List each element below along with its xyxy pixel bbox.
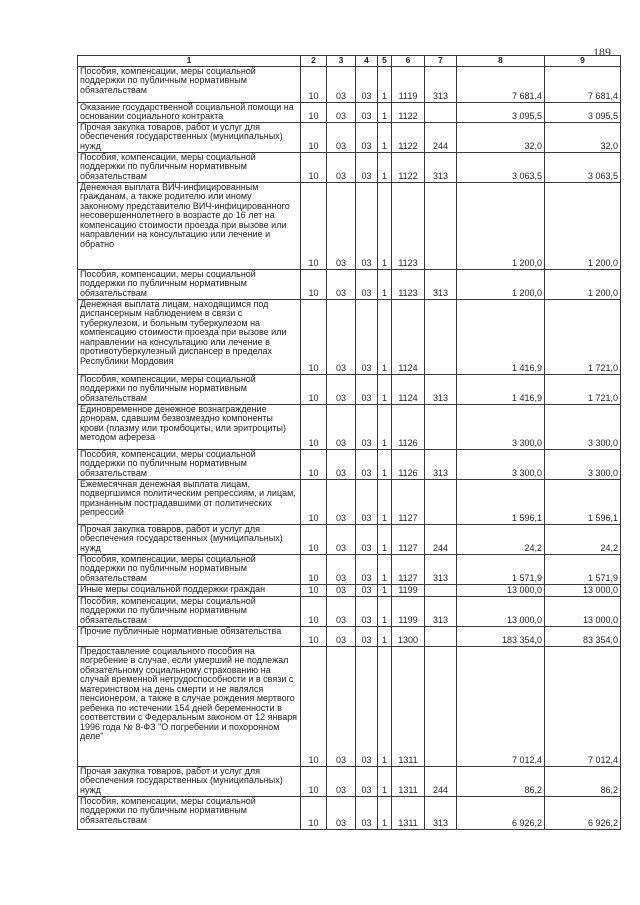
target-code: 1127 xyxy=(392,524,425,554)
row-description: Прочая закупка товаров, работ и услуг для обеспечения государственных (муниципальных) нужд xyxy=(78,122,301,152)
column-header: 1 xyxy=(78,56,301,67)
amount-2020: 1 200,0 xyxy=(457,269,545,299)
row-description: Предоставление социального пособия на погребение в случае, если умерший не подлежал обязательному социальному страхованию на случай временной нетрудоспособности и в связи с материнством на день смерти и не являлся пенсионером, а также в случае рождения мертвого ребенка по истечении 154 дней беременности в соответствии с Федеральным законом от 12 января 1996 года № 8-ФЗ "О погребении и похоронном деле" xyxy=(78,646,301,766)
target-code: 1199 xyxy=(392,596,425,626)
amount-2021: 7 681,4 xyxy=(545,66,621,102)
row-description: Прочая закупка товаров, работ и услуг для обеспечения государственных (муниципальных) нужд xyxy=(78,766,301,796)
target-code: 1126 xyxy=(392,404,425,449)
table-row xyxy=(78,554,621,584)
amount-2020: 1 596,1 xyxy=(457,479,545,524)
table-row xyxy=(78,584,621,596)
expense-type: 313 xyxy=(425,152,457,182)
program-code: 1 xyxy=(378,152,392,182)
program-code: 1 xyxy=(378,584,392,596)
expense-type xyxy=(425,584,457,596)
expense-type xyxy=(425,626,457,646)
program-code: 1 xyxy=(378,102,392,122)
budget-table xyxy=(77,55,621,830)
subsection-code: 03 xyxy=(327,102,356,122)
target-code: 1311 xyxy=(392,766,425,796)
expense-type: 244 xyxy=(425,122,457,152)
subsection-code: 03 xyxy=(327,122,356,152)
amount-2021: 13 000,0 xyxy=(545,596,621,626)
amount-2021: 86,2 xyxy=(545,766,621,796)
subsection-code: 03 xyxy=(327,554,356,584)
target-code: 1300 xyxy=(392,626,425,646)
target-code: 1119 xyxy=(392,66,425,102)
target-code: 1122 xyxy=(392,152,425,182)
expense-type: 313 xyxy=(425,374,457,404)
expense-type: 313 xyxy=(425,596,457,626)
expense-type xyxy=(425,404,457,449)
subsection-code: 03 xyxy=(327,596,356,626)
amount-2020: 1 571,9 xyxy=(457,554,545,584)
table-row xyxy=(78,122,621,152)
subsection-code-2: 03 xyxy=(356,766,378,796)
program-code: 1 xyxy=(378,269,392,299)
amount-2021: 32,0 xyxy=(545,122,621,152)
expense-type xyxy=(425,299,457,374)
amount-2020: 24,2 xyxy=(457,524,545,554)
amount-2021: 3 095,5 xyxy=(545,102,621,122)
subsection-code-2: 03 xyxy=(356,584,378,596)
section-code: 10 xyxy=(301,299,327,374)
amount-2021: 13 000,0 xyxy=(545,584,621,596)
amount-2020: 1 200,0 xyxy=(457,182,545,269)
program-code: 1 xyxy=(378,626,392,646)
target-code: 1122 xyxy=(392,122,425,152)
subsection-code-2: 03 xyxy=(356,479,378,524)
row-description: Единовременное денежное вознаграждение донорам, сдавшим безвозмездно компоненты крови (плазму или тромбоциты, или эритроциты) методом афереза xyxy=(78,404,301,449)
table-row xyxy=(78,182,621,269)
subsection-code-2: 03 xyxy=(356,796,378,829)
subsection-code: 03 xyxy=(327,584,356,596)
program-code: 1 xyxy=(378,554,392,584)
table-row xyxy=(78,646,621,766)
amount-2021: 7 012,4 xyxy=(545,646,621,766)
amount-2021: 3 300,0 xyxy=(545,449,621,479)
column-header: 4 xyxy=(356,56,378,67)
row-description: Прочие публичные нормативные обязательства xyxy=(78,626,301,646)
subsection-code-2: 03 xyxy=(356,374,378,404)
expense-type xyxy=(425,102,457,122)
amount-2021: 1 721,0 xyxy=(545,299,621,374)
program-code: 1 xyxy=(378,766,392,796)
target-code: 1124 xyxy=(392,374,425,404)
program-code: 1 xyxy=(378,66,392,102)
amount-2020: 1 416,9 xyxy=(457,299,545,374)
section-code: 10 xyxy=(301,584,327,596)
table-row xyxy=(78,102,621,122)
subsection-code-2: 03 xyxy=(356,596,378,626)
table-row xyxy=(78,374,621,404)
table-row xyxy=(78,796,621,829)
table-row xyxy=(78,66,621,102)
amount-2021: 3 300,0 xyxy=(545,404,621,449)
subsection-code: 03 xyxy=(327,766,356,796)
subsection-code-2: 03 xyxy=(356,122,378,152)
subsection-code-2: 03 xyxy=(356,299,378,374)
program-code: 1 xyxy=(378,404,392,449)
row-description: Ежемесячная денежная выплата лицам, подвергшимся политическим репрессиям, и лицам, признанным пострадавшими от политических репрессий xyxy=(78,479,301,524)
amount-2021: 1 596,1 xyxy=(545,479,621,524)
program-code: 1 xyxy=(378,796,392,829)
amount-2020: 13 000,0 xyxy=(457,596,545,626)
amount-2021: 6 926,2 xyxy=(545,796,621,829)
expense-type xyxy=(425,646,457,766)
program-code: 1 xyxy=(378,596,392,626)
row-description: Денежная выплата лицам, находящимся под диспансерным наблюдением в связи с туберкулезом, и больным туберкулезом на компенсацию стоимости проезда при вызове или направлении на консультацию или лечение в противотуберкулезный диспансер в пределах Республики Мордовия xyxy=(78,299,301,374)
subsection-code-2: 03 xyxy=(356,449,378,479)
target-code: 1311 xyxy=(392,796,425,829)
target-code: 1126 xyxy=(392,449,425,479)
expense-type xyxy=(425,182,457,269)
amount-2021: 83 354,0 xyxy=(545,626,621,646)
subsection-code: 03 xyxy=(327,269,356,299)
expense-type: 244 xyxy=(425,524,457,554)
amount-2020: 86,2 xyxy=(457,766,545,796)
section-code: 10 xyxy=(301,269,327,299)
amount-2020: 3 300,0 xyxy=(457,449,545,479)
table-row xyxy=(78,152,621,182)
target-code: 1311 xyxy=(392,646,425,766)
row-description: Пособия, компенсации, меры социальной поддержки по публичным нормативным обязательствам xyxy=(78,554,301,584)
section-code: 10 xyxy=(301,596,327,626)
row-description: Пособия, компенсации, меры социальной поддержки по публичным нормативным обязательствам xyxy=(78,374,301,404)
section-code: 10 xyxy=(301,796,327,829)
section-code: 10 xyxy=(301,524,327,554)
program-code: 1 xyxy=(378,299,392,374)
target-code: 1123 xyxy=(392,269,425,299)
row-description: Пособия, компенсации, меры социальной поддержки по публичным нормативным обязательствам xyxy=(78,449,301,479)
section-code: 10 xyxy=(301,182,327,269)
amount-2021: 1 200,0 xyxy=(545,269,621,299)
subsection-code: 03 xyxy=(327,449,356,479)
expense-type: 244 xyxy=(425,766,457,796)
section-code: 10 xyxy=(301,479,327,524)
amount-2021: 1 721,0 xyxy=(545,374,621,404)
amount-2020: 1 416,9 xyxy=(457,374,545,404)
expense-type: 313 xyxy=(425,554,457,584)
table-row xyxy=(78,626,621,646)
amount-2020: 3 063,5 xyxy=(457,152,545,182)
program-code: 1 xyxy=(378,646,392,766)
row-description: Пособия, компенсации, меры социальной поддержки по публичным нормативным обязательствам xyxy=(78,66,301,102)
subsection-code-2: 03 xyxy=(356,524,378,554)
column-header: 6 xyxy=(392,56,425,67)
section-code: 10 xyxy=(301,449,327,479)
target-code: 1199 xyxy=(392,584,425,596)
program-code: 1 xyxy=(378,122,392,152)
header-row xyxy=(78,56,621,67)
row-description: Пособия, компенсации, меры социальной поддержки по публичным нормативным обязательствам xyxy=(78,796,301,829)
expense-type: 313 xyxy=(425,66,457,102)
section-code: 10 xyxy=(301,766,327,796)
table-row xyxy=(78,299,621,374)
row-description: Пособия, компенсации, меры социальной поддержки по публичным нормативным обязательствам xyxy=(78,596,301,626)
row-description: Оказание государственной социальной помощи на основании социального контракта xyxy=(78,102,301,122)
expense-type: 313 xyxy=(425,269,457,299)
section-code: 10 xyxy=(301,152,327,182)
page-number: 189 xyxy=(593,45,611,59)
amount-2020: 32,0 xyxy=(457,122,545,152)
section-code: 10 xyxy=(301,66,327,102)
subsection-code: 03 xyxy=(327,152,356,182)
subsection-code-2: 03 xyxy=(356,626,378,646)
target-code: 1127 xyxy=(392,479,425,524)
section-code: 10 xyxy=(301,554,327,584)
amount-2020: 7 012,4 xyxy=(457,646,545,766)
subsection-code: 03 xyxy=(327,182,356,269)
subsection-code: 03 xyxy=(327,524,356,554)
column-header: 9 xyxy=(545,56,621,67)
table-row xyxy=(78,449,621,479)
subsection-code: 03 xyxy=(327,479,356,524)
row-description: Прочая закупка товаров, работ и услуг для обеспечения государственных (муниципальных) нужд xyxy=(78,524,301,554)
amount-2020: 7 681,4 xyxy=(457,66,545,102)
subsection-code-2: 03 xyxy=(356,646,378,766)
section-code: 10 xyxy=(301,404,327,449)
program-code: 1 xyxy=(378,449,392,479)
section-code: 10 xyxy=(301,102,327,122)
table-row xyxy=(78,766,621,796)
table-row xyxy=(78,596,621,626)
target-code: 1124 xyxy=(392,299,425,374)
target-code: 1123 xyxy=(392,182,425,269)
expense-type: 313 xyxy=(425,796,457,829)
subsection-code: 03 xyxy=(327,404,356,449)
target-code: 1122 xyxy=(392,102,425,122)
target-code: 1127 xyxy=(392,554,425,584)
subsection-code: 03 xyxy=(327,66,356,102)
amount-2020: 3 095,5 xyxy=(457,102,545,122)
table-row xyxy=(78,479,621,524)
row-description: Пособия, компенсации, меры социальной поддержки по публичным нормативным обязательствам xyxy=(78,152,301,182)
amount-2020: 13 000,0 xyxy=(457,584,545,596)
program-code: 1 xyxy=(378,479,392,524)
amount-2021: 3 063,5 xyxy=(545,152,621,182)
section-code: 10 xyxy=(301,122,327,152)
expense-type xyxy=(425,479,457,524)
subsection-code-2: 03 xyxy=(356,152,378,182)
subsection-code-2: 03 xyxy=(356,404,378,449)
subsection-code-2: 03 xyxy=(356,182,378,269)
amount-2020: 183 354,0 xyxy=(457,626,545,646)
column-header: 5 xyxy=(378,56,392,67)
table-row xyxy=(78,269,621,299)
amount-2021: 1 571,9 xyxy=(545,554,621,584)
subsection-code: 03 xyxy=(327,796,356,829)
expense-type: 313 xyxy=(425,449,457,479)
program-code: 1 xyxy=(378,374,392,404)
section-code: 10 xyxy=(301,646,327,766)
column-header: 7 xyxy=(425,56,457,67)
program-code: 1 xyxy=(378,524,392,554)
subsection-code-2: 03 xyxy=(356,102,378,122)
amount-2021: 24,2 xyxy=(545,524,621,554)
section-code: 10 xyxy=(301,374,327,404)
amount-2020: 3 300,0 xyxy=(457,404,545,449)
table-row xyxy=(78,524,621,554)
subsection-code: 03 xyxy=(327,299,356,374)
program-code: 1 xyxy=(378,182,392,269)
column-header: 2 xyxy=(301,56,327,67)
subsection-code: 03 xyxy=(327,626,356,646)
table-row xyxy=(78,404,621,449)
amount-2021: 1 200,0 xyxy=(545,182,621,269)
subsection-code-2: 03 xyxy=(356,66,378,102)
column-header: 8 xyxy=(457,56,545,67)
row-description: Пособия, компенсации, меры социальной поддержки по публичным нормативным обязательствам xyxy=(78,269,301,299)
row-description: Денежная выплата ВИЧ-инфицированным гражданам, а также родителю или иному законному представителю ВИЧ-инфицированного несовершеннолетнего в возрасте до 16 лет на компенсацию стоимости проезда при вызове или направлении на консультацию или лечение и обратно xyxy=(78,182,301,269)
subsection-code: 03 xyxy=(327,646,356,766)
subsection-code: 03 xyxy=(327,374,356,404)
subsection-code-2: 03 xyxy=(356,269,378,299)
subsection-code-2: 03 xyxy=(356,554,378,584)
column-header: 3 xyxy=(327,56,356,67)
amount-2020: 6 926,2 xyxy=(457,796,545,829)
table-body xyxy=(78,66,621,829)
section-code: 10 xyxy=(301,626,327,646)
row-description: Иные меры социальной поддержки граждан xyxy=(78,584,301,596)
